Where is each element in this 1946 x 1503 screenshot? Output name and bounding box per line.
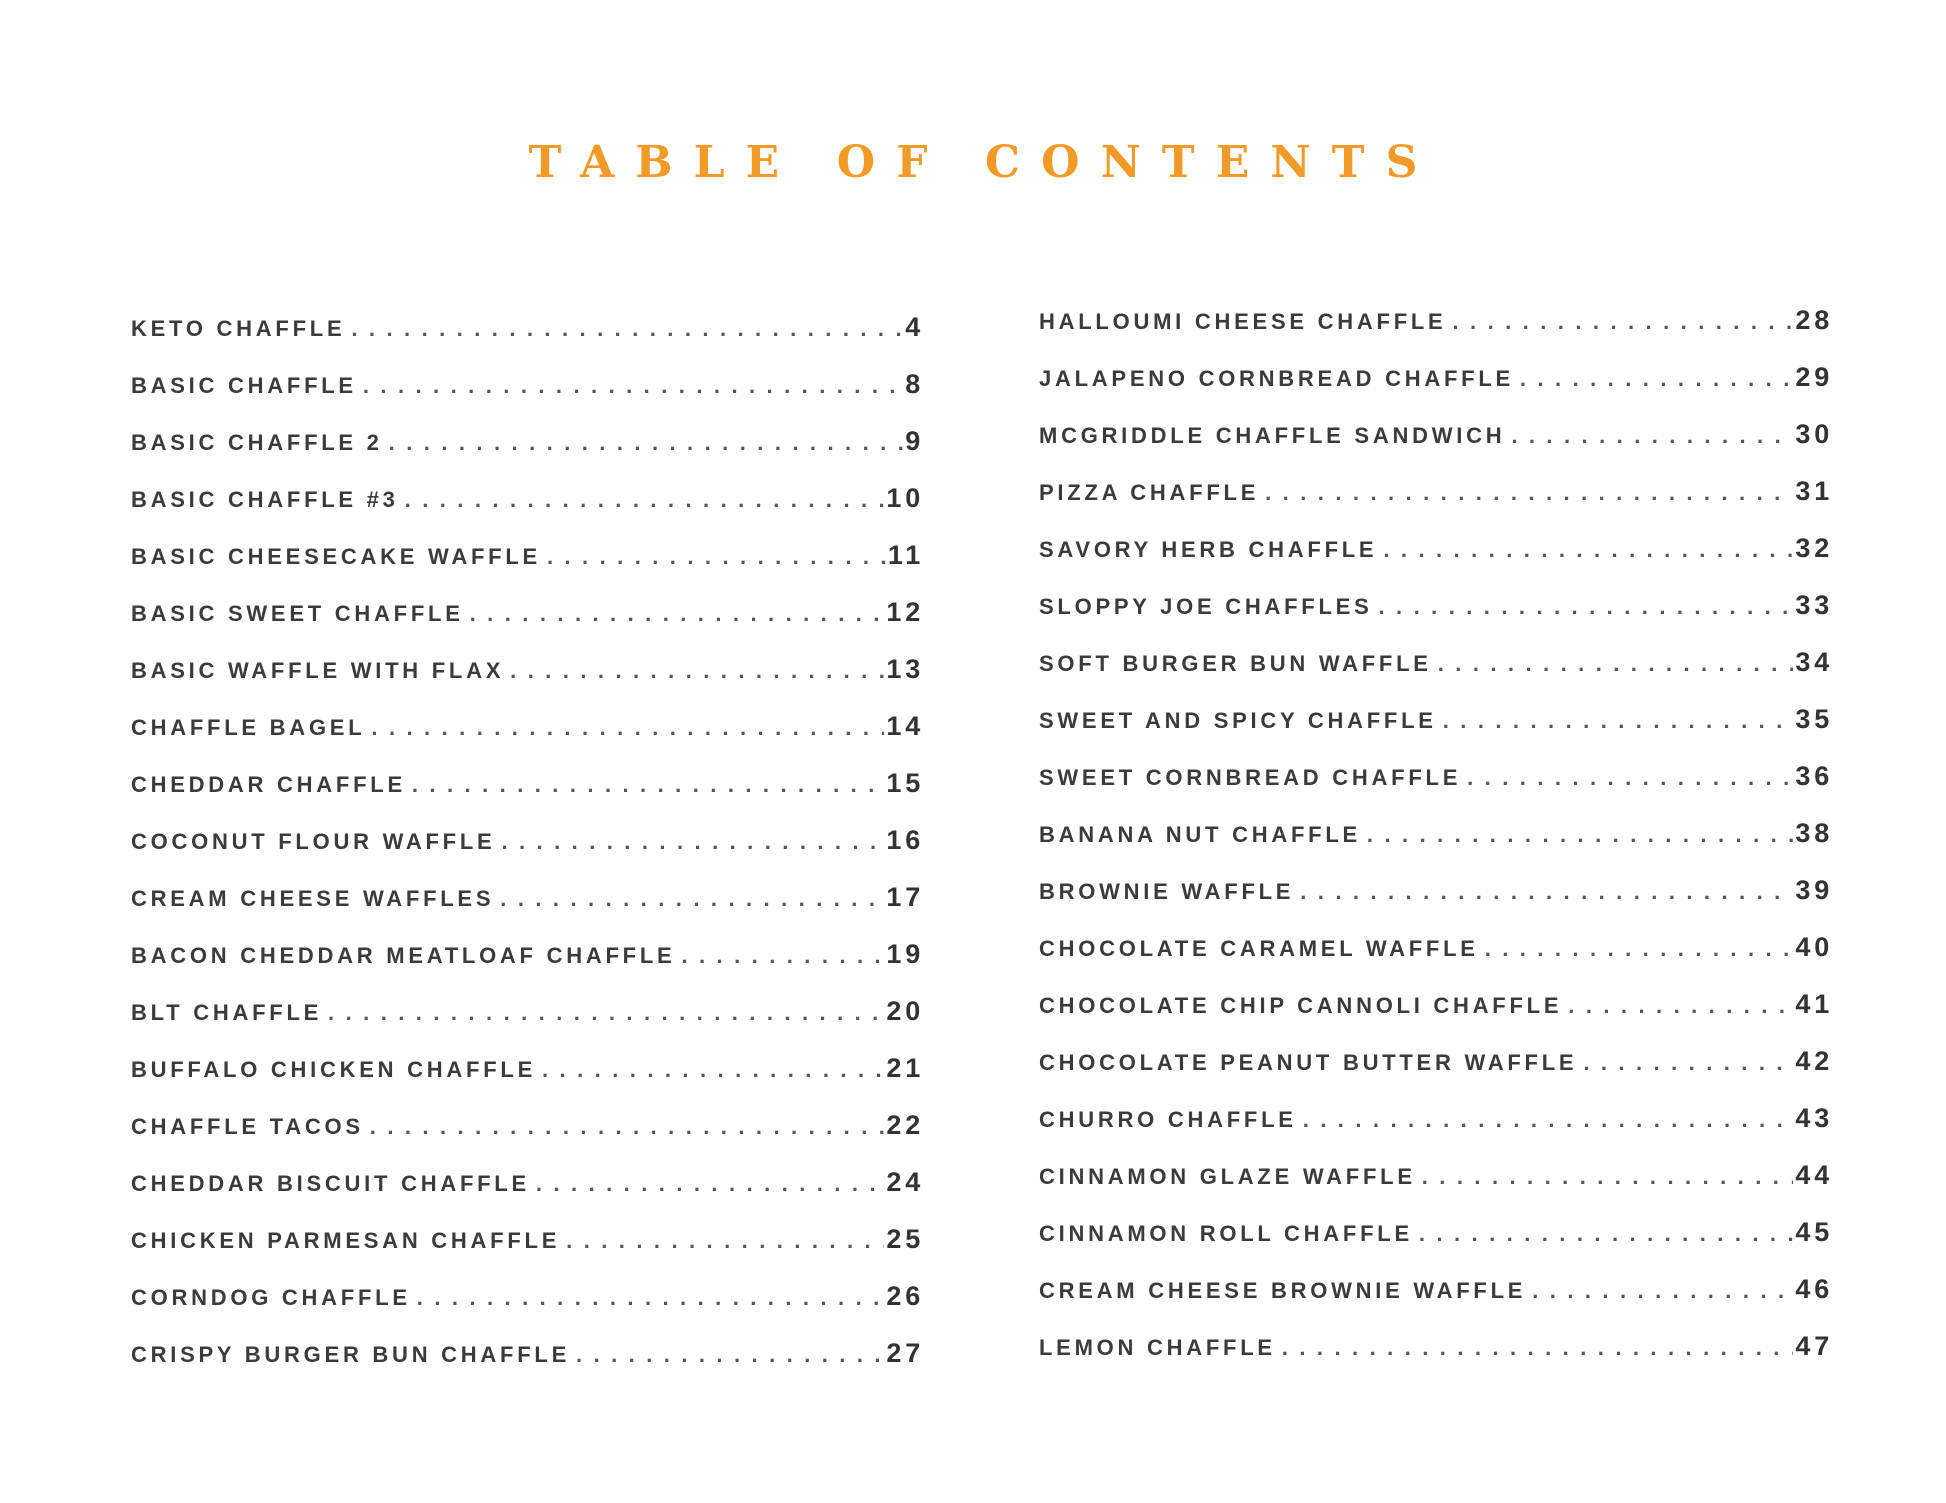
toc-entry-page: 30 (1795, 419, 1833, 449)
toc-entry-title: CREAM CHEESE WAFFLES (131, 886, 495, 911)
toc-entry-page: 33 (1795, 590, 1833, 620)
toc-entry-page: 35 (1795, 704, 1833, 734)
toc-entry[interactable] (1039, 1147, 1833, 1204)
toc-entry-page: 13 (886, 654, 924, 684)
toc-entry[interactable] (131, 1268, 924, 1325)
toc-entry-title: BACON CHEDDAR MEATLOAF CHAFFLE (131, 943, 676, 968)
toc-entry[interactable] (1039, 748, 1833, 805)
toc-entry[interactable] (131, 413, 924, 470)
toc-entry-title: SOFT BURGER BUN WAFFLE (1039, 651, 1432, 676)
toc-entry-page: 22 (886, 1110, 924, 1140)
toc-entry[interactable] (1039, 805, 1833, 862)
toc-entry-page: 16 (886, 825, 924, 855)
dot-leader (1532, 1262, 1793, 1319)
toc-entry-title: LEMON CHAFFLE (1039, 1335, 1276, 1360)
toc-entry-page: 36 (1795, 761, 1833, 791)
toc-entry[interactable] (1039, 919, 1833, 976)
toc-entry-page: 12 (886, 597, 924, 627)
toc-entry-page: 47 (1795, 1331, 1833, 1361)
toc-entry[interactable] (1039, 1318, 1833, 1375)
toc-entry[interactable] (1039, 862, 1833, 919)
dot-leader (417, 1269, 885, 1326)
dot-leader (536, 1155, 885, 1212)
toc-entry[interactable] (131, 1097, 924, 1154)
toc-entry[interactable] (1039, 463, 1833, 520)
toc-entry-title: HALLOUMI CHEESE CHAFFLE (1039, 309, 1447, 334)
dot-leader (371, 699, 884, 756)
toc-entry-title: BROWNIE WAFFLE (1039, 879, 1295, 904)
dot-leader (363, 357, 903, 414)
dot-leader (412, 756, 885, 813)
dot-leader (1511, 407, 1793, 464)
toc-entry-title: CHEDDAR BISCUIT CHAFFLE (131, 1171, 530, 1196)
toc-entry-title: SWEET CORNBREAD CHAFFLE (1039, 765, 1462, 790)
toc-entry-title: CREAM CHEESE BROWNIE WAFFLE (1039, 1278, 1527, 1303)
toc-entry-title: CINNAMON GLAZE WAFFLE (1039, 1164, 1416, 1189)
dot-leader (1485, 920, 1794, 977)
dot-leader (470, 585, 885, 642)
toc-entry[interactable] (131, 926, 924, 983)
toc-entry-page: 29 (1795, 362, 1833, 392)
toc-entry-page: 24 (886, 1167, 924, 1197)
dot-leader (681, 927, 884, 984)
toc-entry-title: CHICKEN PARMESAN CHAFFLE (131, 1228, 561, 1253)
dot-leader (1452, 293, 1793, 350)
dot-leader (1467, 749, 1793, 806)
toc-entry[interactable] (1039, 634, 1833, 691)
dot-leader (351, 300, 903, 357)
dot-leader (1520, 350, 1793, 407)
toc-entry[interactable] (131, 641, 924, 698)
toc-entry[interactable] (1039, 1204, 1833, 1261)
toc-entry[interactable] (131, 1211, 924, 1268)
dot-leader (547, 528, 886, 585)
dot-leader (389, 414, 904, 471)
toc-entry-page: 19 (886, 939, 924, 969)
toc-left-column (131, 299, 924, 1382)
toc-entry[interactable] (1039, 691, 1833, 748)
dot-leader (1438, 635, 1794, 692)
toc-entry-page: 39 (1795, 875, 1833, 905)
dot-leader (1265, 464, 1793, 521)
page-title: TABLE OF CONTENTS (528, 137, 1439, 188)
dot-leader (501, 813, 884, 870)
dot-leader (1367, 806, 1793, 863)
toc-entry-title: CHOCOLATE PEANUT BUTTER WAFFLE (1039, 1050, 1578, 1075)
dot-leader (1443, 692, 1794, 749)
toc-entry-title: SWEET AND SPICY CHAFFLE (1039, 708, 1437, 733)
toc-entry-title: CHOCOLATE CARAMEL WAFFLE (1039, 936, 1479, 961)
toc-entry-title: MCGRIDDLE CHAFFLE SANDWICH (1039, 423, 1506, 448)
toc-entry[interactable] (1039, 520, 1833, 577)
toc-entry-title: CHEDDAR CHAFFLE (131, 772, 406, 797)
toc-entry-page: 26 (886, 1281, 924, 1311)
toc-entry-title: BANANA NUT CHAFFLE (1039, 822, 1361, 847)
toc-right-column (1039, 292, 1833, 1375)
toc-entry[interactable] (131, 356, 924, 413)
toc-entry[interactable] (131, 527, 924, 584)
toc-entry-page: 31 (1795, 476, 1833, 506)
toc-entry-page: 45 (1795, 1217, 1833, 1247)
dot-leader (500, 870, 884, 927)
toc-entry-title: BASIC CHAFFLE (131, 373, 357, 398)
dot-leader (510, 642, 884, 699)
dot-leader (328, 984, 884, 1041)
toc-entry-page: 27 (886, 1338, 924, 1368)
toc-entry-title: CINNAMON ROLL CHAFFLE (1039, 1221, 1413, 1246)
toc-entry-page: 44 (1795, 1160, 1833, 1190)
toc-entry-title: CRISPY BURGER BUN CHAFFLE (131, 1342, 571, 1367)
toc-entry-title: CHAFFLE BAGEL (131, 715, 366, 740)
toc-entry-page: 8 (905, 369, 924, 399)
toc-entry-title: JALAPENO CORNBREAD CHAFFLE (1039, 366, 1514, 391)
toc-entry-page: 21 (886, 1053, 924, 1083)
toc-entry[interactable] (131, 584, 924, 641)
toc-entry[interactable] (131, 1154, 924, 1211)
toc-entry-page: 43 (1795, 1103, 1833, 1133)
toc-entry-page: 38 (1795, 818, 1833, 848)
dot-leader (1282, 1319, 1794, 1376)
dot-leader (1383, 521, 1793, 578)
toc-entry-title: BASIC CHEESECAKE WAFFLE (131, 544, 541, 569)
toc-entry-page: 17 (886, 882, 924, 912)
toc-entry-title: BUFFALO CHICKEN CHAFFLE (131, 1057, 536, 1082)
dot-leader (1568, 977, 1793, 1034)
toc-entry[interactable] (1039, 1261, 1833, 1318)
toc-entry-page: 4 (905, 312, 924, 342)
toc-entry-page: 32 (1795, 533, 1833, 563)
toc-entry-page: 10 (886, 483, 924, 513)
toc-entry[interactable] (131, 698, 924, 755)
toc-entry-title: SLOPPY JOE CHAFFLES (1039, 594, 1373, 619)
dot-leader (1583, 1034, 1793, 1091)
dot-leader (1300, 863, 1793, 920)
toc-entry-page: 42 (1795, 1046, 1833, 1076)
dot-leader (405, 471, 885, 528)
toc-entry-page: 34 (1795, 647, 1833, 677)
toc-entry-page: 46 (1795, 1274, 1833, 1304)
toc-entry[interactable] (1039, 976, 1833, 1033)
dot-leader (566, 1212, 884, 1269)
dot-leader (576, 1326, 884, 1383)
dot-leader (1303, 1091, 1794, 1148)
toc-entry[interactable] (1039, 349, 1833, 406)
toc-entry-title: COCONUT FLOUR WAFFLE (131, 829, 496, 854)
toc-entry-page: 41 (1795, 989, 1833, 1019)
toc-entry-page: 9 (905, 426, 924, 456)
dot-leader (542, 1041, 884, 1098)
toc-entry-title: BASIC SWEET CHAFFLE (131, 601, 464, 626)
toc-entry[interactable] (131, 470, 924, 527)
toc-entry-page: 20 (886, 996, 924, 1026)
toc-entry-title: CHOCOLATE CHIP CANNOLI CHAFFLE (1039, 993, 1563, 1018)
toc-entry-page: 25 (886, 1224, 924, 1254)
toc-entry-title: CHAFFLE TACOS (131, 1114, 364, 1139)
toc-entry[interactable] (131, 869, 924, 926)
toc-entry-page: 11 (887, 540, 924, 570)
toc-entry[interactable] (1039, 1033, 1833, 1090)
toc-entry-title: PIZZA CHAFFLE (1039, 480, 1260, 505)
toc-entry[interactable] (131, 812, 924, 869)
toc-entry-page: 40 (1795, 932, 1833, 962)
toc-entry-title: KETO CHAFFLE (131, 316, 346, 341)
toc-entry[interactable] (131, 1040, 924, 1097)
toc-entry[interactable] (131, 983, 924, 1040)
toc-entry[interactable] (131, 755, 924, 812)
toc-entry-page: 15 (886, 768, 924, 798)
toc-entry-title: BLT CHAFFLE (131, 1000, 323, 1025)
toc-entry-title: BASIC CHAFFLE #3 (131, 487, 399, 512)
dot-leader (370, 1098, 885, 1155)
toc-entry[interactable] (1039, 577, 1833, 634)
toc-entry[interactable] (1039, 406, 1833, 463)
dot-leader (1422, 1148, 1794, 1205)
toc-entry-title: SAVORY HERB CHAFFLE (1039, 537, 1378, 562)
toc-entry[interactable] (131, 299, 924, 356)
dot-leader (1419, 1205, 1794, 1262)
toc-entry-title: CORNDOG CHAFFLE (131, 1285, 411, 1310)
toc-entry[interactable] (1039, 1090, 1833, 1147)
toc-entry[interactable] (131, 1325, 924, 1382)
toc-entry-page: 14 (886, 711, 924, 741)
toc-entry-title: BASIC CHAFFLE 2 (131, 430, 383, 455)
toc-entry-title: BASIC WAFFLE WITH FLAX (131, 658, 505, 683)
dot-leader (1378, 578, 1793, 635)
toc-entry[interactable] (1039, 292, 1833, 349)
toc-entry-title: CHURRO CHAFFLE (1039, 1107, 1297, 1132)
toc-entry-page: 28 (1795, 305, 1833, 335)
